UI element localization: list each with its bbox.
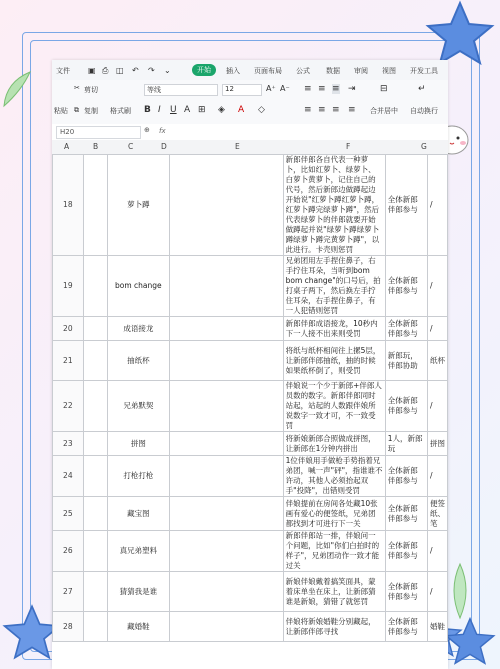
merge-center-button[interactable]: 合并居中 (370, 107, 398, 115)
table-row (53, 456, 448, 497)
empty-cell[interactable] (169, 612, 283, 642)
empty-cell[interactable] (169, 456, 283, 497)
empty-cell[interactable] (83, 341, 107, 381)
participants-cell[interactable]: 全体新郎伴郎参与 (385, 572, 427, 612)
game-name-cell[interactable]: 藏婚鞋 (108, 612, 170, 642)
star-decoration-icon (444, 616, 496, 666)
column-header-row (52, 140, 448, 155)
empty-cell[interactable] (83, 572, 107, 612)
wrap-icon[interactable]: ↵ (418, 84, 426, 94)
props-cell[interactable]: / (428, 381, 448, 432)
row-number[interactable]: 23 (53, 432, 84, 456)
participants-cell[interactable]: 全体新郎伴郎参与 (385, 381, 427, 432)
game-name-cell[interactable]: 打枪打枪 (108, 456, 170, 497)
game-name-cell[interactable]: 成语接龙 (108, 317, 170, 341)
font-size-select[interactable]: 12 (222, 84, 262, 96)
column-header[interactable]: F (346, 142, 351, 151)
empty-cell[interactable] (83, 612, 107, 642)
game-name-cell[interactable]: 抽纸杯 (108, 341, 170, 381)
name-box[interactable]: H20 (56, 126, 141, 139)
align-bottom-icon[interactable]: ≡ (332, 84, 340, 94)
table-row (53, 341, 448, 381)
chevron-down-icon[interactable]: ⌄ (164, 66, 171, 75)
row-number[interactable]: 18 (53, 155, 84, 256)
row-number[interactable]: 20 (53, 317, 84, 341)
game-name-cell[interactable]: 拼图 (108, 432, 170, 456)
menu-view[interactable]: 视图 (382, 67, 396, 75)
props-cell[interactable]: / (428, 456, 448, 497)
table-row (53, 432, 448, 456)
game-desc-cell[interactable]: 伴娘将新娘婚鞋分别藏起，让新郎伴郎寻找 (283, 612, 385, 642)
italic-icon[interactable]: I (158, 105, 161, 115)
data-table (52, 154, 448, 642)
table-row (53, 497, 448, 531)
justify-icon[interactable]: ≡ (348, 105, 356, 115)
participants-cell[interactable]: 全体新郎伴郎参与 (385, 497, 427, 531)
empty-cell[interactable] (169, 572, 283, 612)
font-color-icon[interactable]: A (238, 105, 245, 115)
props-cell[interactable]: 纸杯 (428, 341, 448, 381)
empty-cell[interactable] (169, 531, 283, 572)
menu-page-layout[interactable]: 页面布局 (254, 67, 282, 75)
copy-button[interactable]: 复制 (84, 107, 98, 115)
game-desc-cell[interactable]: 伴娘说一个少于新郎+伴郎人员数的数字。新郎伴郎同时站起，站起的人数跟伴娘所说数字一致才可，不一致受罚 (283, 381, 385, 432)
menu-formula[interactable]: 公式 (296, 67, 310, 75)
row-number[interactable]: 26 (53, 531, 84, 572)
table-row (53, 531, 448, 572)
column-header[interactable]: A (64, 142, 70, 151)
props-cell[interactable]: 便签纸、笔 (428, 497, 448, 531)
game-desc-cell[interactable]: 兄弟团用左手捏住鼻子，右手拧住耳朵，当听到bom bom change"的口号后，拍打桌子两下，然后换左手拧住耳朵，右手捏住鼻子，有一人犯错则惩罚 (283, 256, 385, 317)
participants-cell[interactable]: 全体新郎伴郎参与 (385, 612, 427, 642)
game-name-cell[interactable]: bom change (108, 256, 170, 317)
row-number[interactable]: 28 (53, 612, 84, 642)
save-icon[interactable]: ▣ (88, 66, 96, 75)
table-row (53, 317, 448, 341)
props-cell[interactable]: / (428, 256, 448, 317)
empty-cell[interactable] (83, 531, 107, 572)
empty-cell[interactable] (169, 432, 283, 456)
participants-cell[interactable]: 全体新郎伴郎参与 (385, 155, 427, 256)
empty-cell[interactable] (83, 256, 107, 317)
align-right-icon[interactable]: ≡ (332, 105, 340, 115)
participants-cell[interactable]: 1人，新郎玩 (385, 432, 427, 456)
menu-data[interactable]: 数据 (326, 67, 340, 75)
row-number[interactable]: 22 (53, 381, 84, 432)
menu-home[interactable]: 开始 (192, 64, 216, 76)
empty-cell[interactable] (169, 497, 283, 531)
row-number[interactable]: 21 (53, 341, 84, 381)
table-row (53, 612, 448, 642)
bold-icon[interactable]: B (144, 105, 151, 115)
game-name-cell[interactable]: 真兄弟塑料 (108, 531, 170, 572)
table-row (53, 256, 448, 317)
ribbon (52, 80, 448, 125)
redo-icon[interactable]: ↷ (148, 66, 155, 75)
row-number[interactable]: 19 (53, 256, 84, 317)
participants-cell[interactable]: 全体新郎伴郎参与 (385, 256, 427, 317)
empty-cell[interactable] (83, 497, 107, 531)
zoom-icon[interactable]: ⊕ (144, 126, 150, 134)
game-desc-cell[interactable]: 将纸与纸杯相间往上摞5层，让新郎伴郎抽纸，抽的时候如果纸杯倒了，则受罚 (283, 341, 385, 381)
menu-insert[interactable]: 插入 (226, 67, 240, 75)
empty-cell[interactable] (169, 381, 283, 432)
print-icon[interactable]: ⎙ (102, 66, 109, 75)
align-top-icon[interactable]: ≡ (304, 84, 312, 94)
game-desc-cell[interactable]: 新娘伴娘戴着搞笑面具，蒙着床单坐在床上，让新郎猜谁是新娘，猜错了就惩罚 (283, 572, 385, 612)
empty-cell[interactable] (169, 317, 283, 341)
indent-icon[interactable]: ⇥ (348, 84, 356, 94)
auto-wrap-button[interactable]: 自动换行 (410, 107, 438, 115)
game-desc-cell[interactable]: 新郎伴郎站一排，伴娘问一个问题，比如"你们白拍时的样子"，兄弟团动作一致才能过关 (283, 531, 385, 572)
table-row (53, 155, 448, 256)
spreadsheet-window (52, 60, 448, 669)
column-header[interactable]: G (421, 142, 427, 151)
menu-bar (52, 60, 448, 81)
fill-color-icon[interactable]: ◈ (218, 105, 225, 115)
formula-bar (52, 124, 448, 141)
game-name-cell[interactable]: 萝卜蹲 (108, 155, 170, 256)
preview-icon[interactable]: ◫ (116, 66, 124, 75)
menu-file[interactable]: 文件 (56, 67, 70, 75)
props-cell[interactable]: 婚鞋 (428, 612, 448, 642)
row-number[interactable]: 25 (53, 497, 84, 531)
empty-cell[interactable] (83, 432, 107, 456)
game-desc-cell[interactable]: 1位伴娘用手做枪手势指着兄弟团，喊一声"砰"，指谁谁不许动，其他人必须抬起双手"投降"，出错则受罚 (283, 456, 385, 497)
table-row (53, 572, 448, 612)
increase-font-icon[interactable]: A⁺ (266, 84, 276, 93)
paste-button[interactable]: 粘贴 (54, 107, 68, 115)
row-number[interactable]: 27 (53, 572, 84, 612)
game-desc-cell[interactable]: 新郎伴郎各自代表一种萝卜，比如红萝卜、绿萝卜、白萝卜黄萝卜，记住自己的代号，然后新郎边做蹲起边开始说"红萝卜蹲红萝卜蹲，红萝卜蹲完绿萝卜蹲"，然后代表绿萝卜的伴郎就要开始做蹲起并说"绿萝卜蹲绿萝卜蹲绿萝卜蹲完黄萝卜蹲"，以此进行。卡壳则惩罚 (283, 155, 385, 256)
props-cell[interactable]: / (428, 531, 448, 572)
column-header[interactable]: C (128, 142, 134, 151)
decrease-font-icon[interactable]: A⁻ (280, 84, 290, 93)
table-row (53, 381, 448, 432)
empty-cell[interactable] (83, 155, 107, 256)
props-cell[interactable]: / (428, 317, 448, 341)
star-decoration-icon (425, 0, 495, 66)
underline-underline-icon[interactable]: A (184, 105, 191, 115)
row-number[interactable]: 24 (53, 456, 84, 497)
copy-icon[interactable]: ⧉ (74, 106, 79, 114)
clear-icon[interactable]: ◇ (258, 105, 265, 115)
menu-review[interactable]: 审阅 (354, 67, 368, 75)
empty-cell[interactable] (169, 256, 283, 317)
participants-cell[interactable]: 新郎玩，伴郎协助 (385, 341, 427, 381)
participants-cell[interactable]: 全体新郎伴郎参与 (385, 456, 427, 497)
empty-cell[interactable] (83, 381, 107, 432)
game-desc-cell[interactable]: 新郎伴郎成语接龙，10秒内下一人接不出来则受罚 (283, 317, 385, 341)
participants-cell[interactable]: 全体新郎伴郎参与 (385, 531, 427, 572)
game-name-cell[interactable]: 藏宝图 (108, 497, 170, 531)
align-middle-icon[interactable]: ≡ (318, 84, 326, 94)
props-cell[interactable]: / (428, 155, 448, 256)
format-painter-button[interactable]: 格式刷 (110, 107, 131, 115)
props-cell[interactable]: 拼图 (428, 432, 448, 456)
fx-icon[interactable]: fx (159, 127, 166, 135)
border-icon[interactable]: ⊞ (198, 105, 206, 115)
empty-cell[interactable] (83, 317, 107, 341)
empty-cell[interactable] (169, 341, 283, 381)
menu-developer[interactable]: 开发工具 (410, 67, 438, 75)
empty-cell[interactable] (169, 155, 283, 256)
cut-icon[interactable]: ✂ (74, 84, 80, 92)
participants-cell[interactable]: 全体新郎伴郎参与 (385, 317, 427, 341)
cut-button[interactable]: 剪切 (84, 86, 98, 94)
font-name-select[interactable]: 等线 (144, 84, 218, 96)
game-desc-cell[interactable]: 伴娘提前在房间各处藏10张画有爱心的便签纸，兄弟团都找到才可进行下一关 (283, 497, 385, 531)
align-center-icon[interactable]: ≡ (318, 105, 326, 115)
undo-icon[interactable]: ↶ (132, 66, 139, 75)
leaf-decoration-icon (0, 68, 34, 108)
align-left-icon[interactable]: ≡ (304, 105, 312, 115)
column-header[interactable]: B (93, 142, 99, 151)
merge-icon[interactable]: ⊟ (380, 84, 388, 94)
props-cell[interactable]: / (428, 572, 448, 612)
column-header[interactable]: D (161, 142, 167, 151)
game-name-cell[interactable]: 猜猜我是谁 (108, 572, 170, 612)
underline-icon[interactable]: U (170, 105, 177, 115)
column-header[interactable]: E (235, 142, 240, 151)
game-desc-cell[interactable]: 将新娘新郎合照做成拼图，让新郎在1分钟内拼出 (283, 432, 385, 456)
game-name-cell[interactable]: 兄弟默契 (108, 381, 170, 432)
empty-cell[interactable] (83, 456, 107, 497)
